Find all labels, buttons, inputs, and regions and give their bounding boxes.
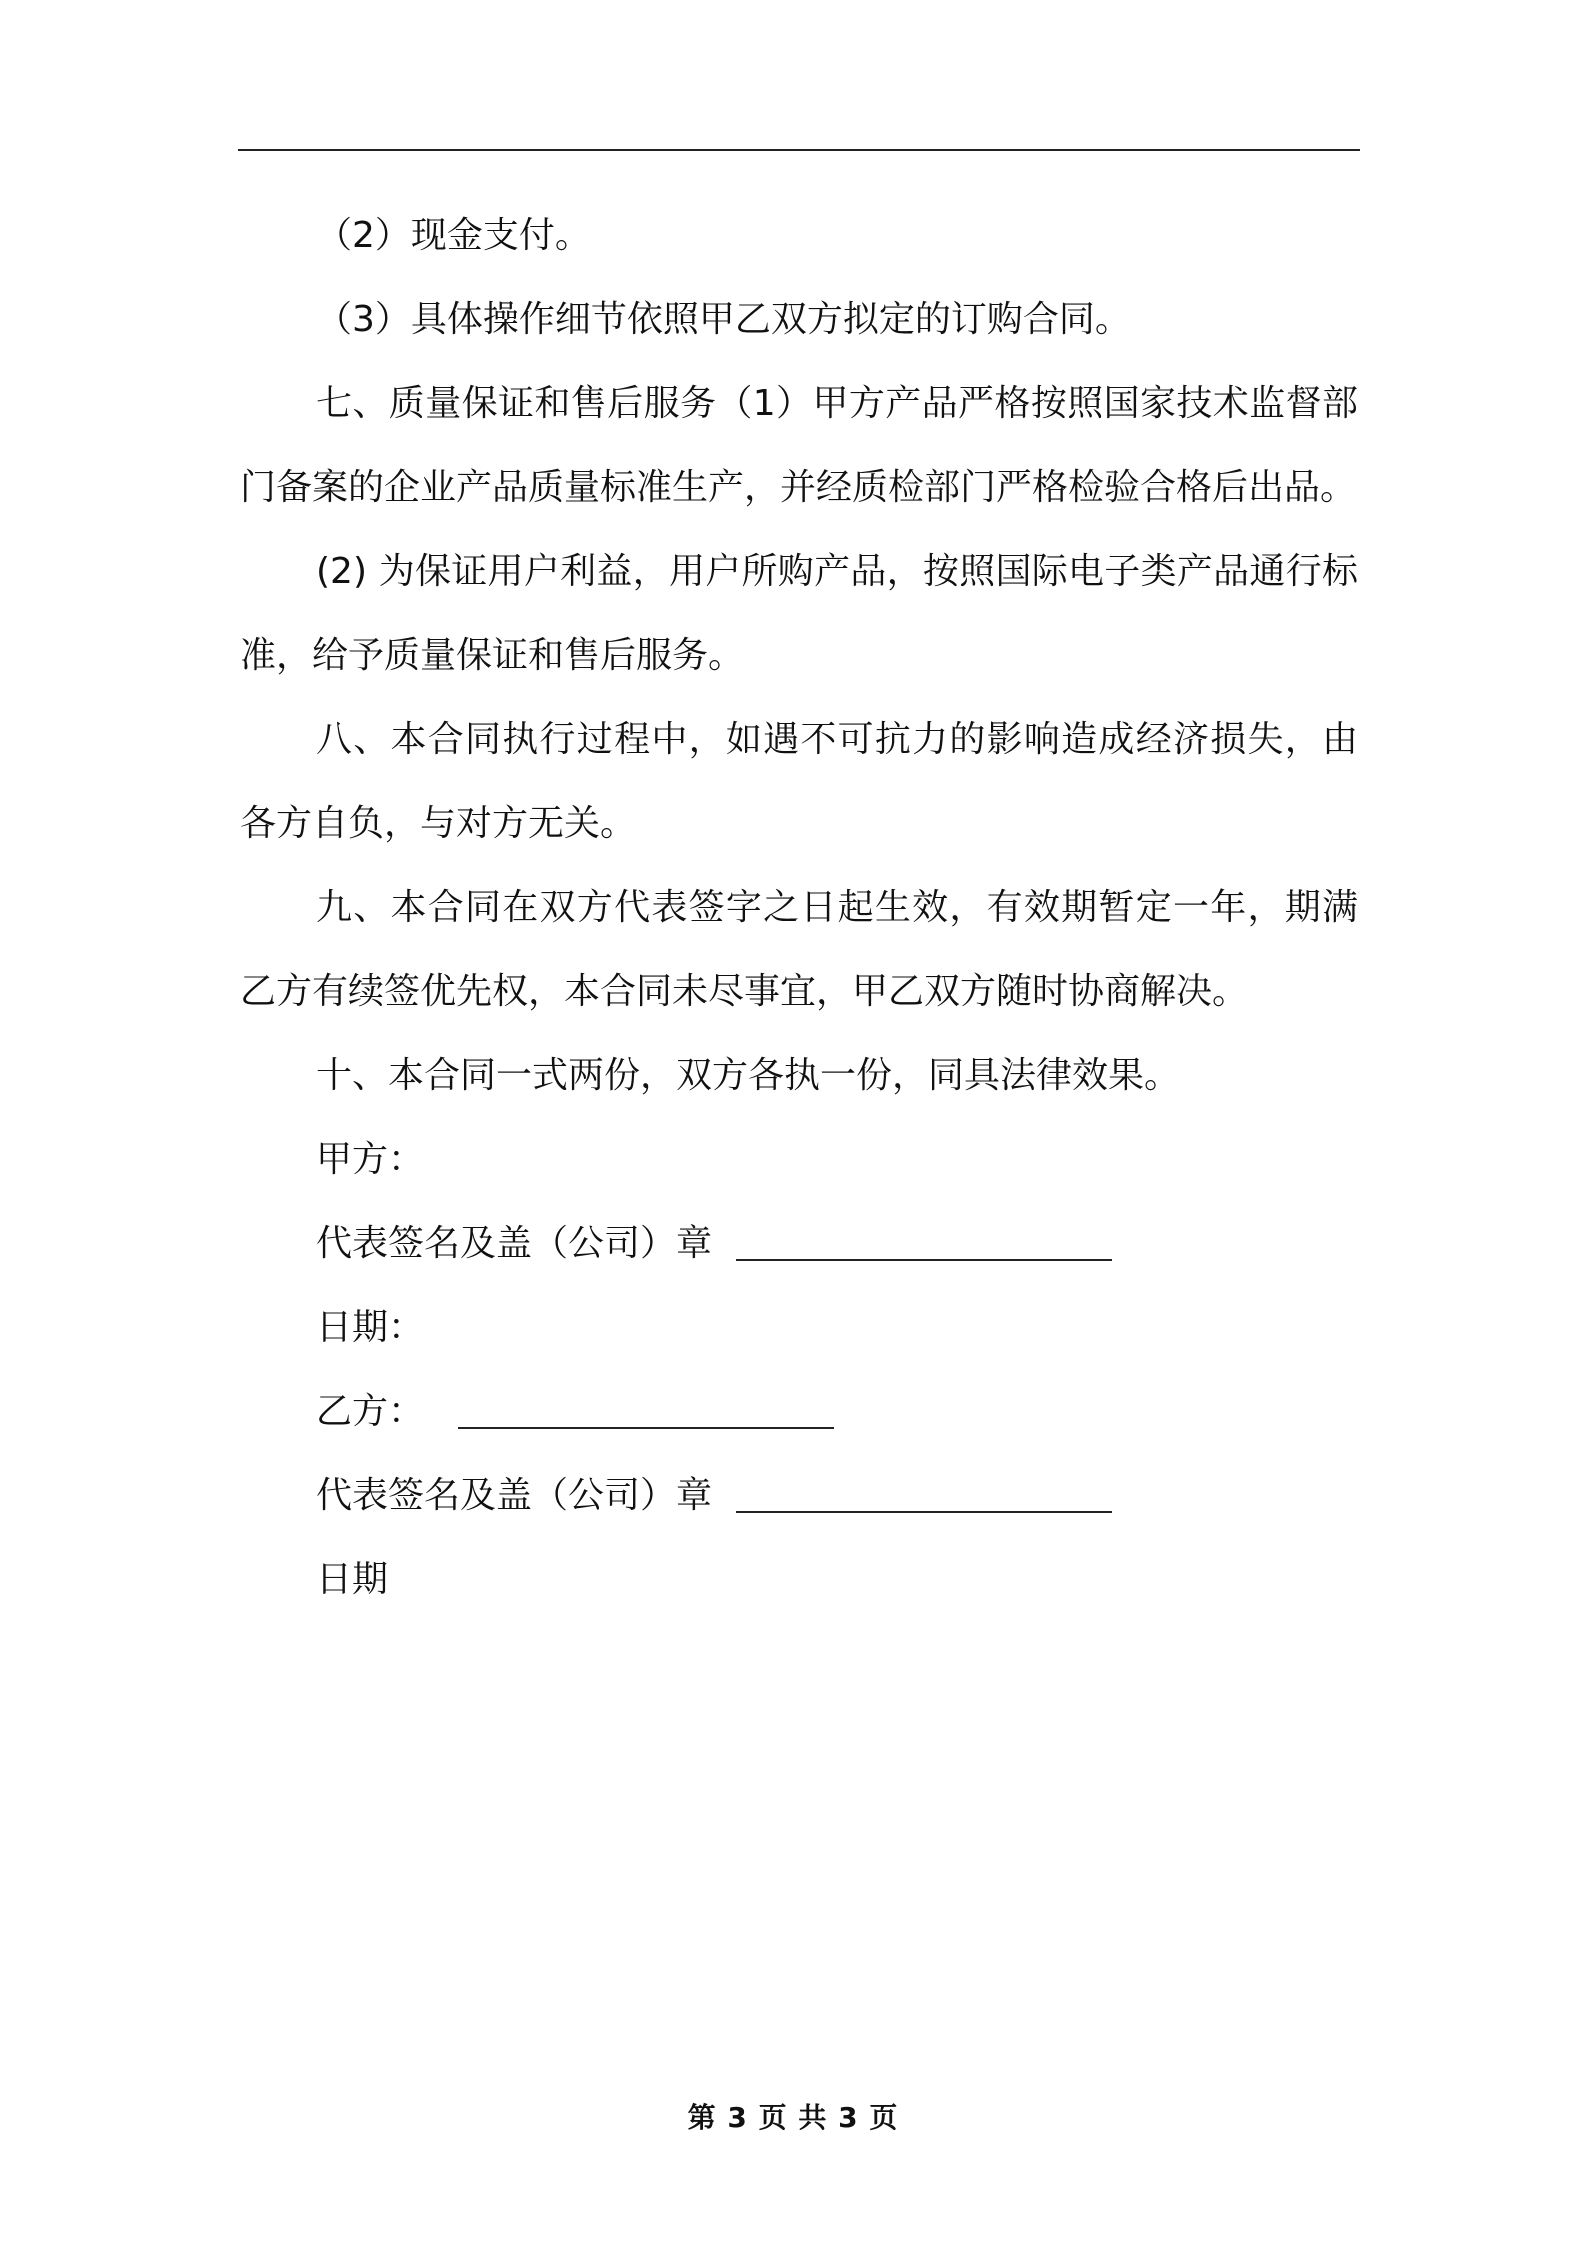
paragraph-after-sales: (2) 为保证用户利益，用户所购产品，按照国际电子类产品通行标准，给予质量保证和售后服务。	[240, 551, 1358, 676]
party-a-label: 甲方：	[316, 1139, 425, 1180]
party-b-sign-label: 代表签名及盖（公司）章	[316, 1475, 713, 1516]
party-b-signature-blank[interactable]	[736, 1475, 1112, 1513]
party-a-signature-blank[interactable]	[736, 1223, 1112, 1261]
paragraph-validity: 九、本合同在双方代表签字之日起生效，有效期暂定一年，期满乙方有续签优先权，本合同未尽事宜，甲乙双方随时协商解决。	[240, 887, 1358, 1012]
party-a-signature-row	[240, 1202, 1358, 1286]
paragraph-payment-details: （3）具体操作细节依照甲乙双方拟定的订购合同。	[316, 299, 1131, 340]
paragraph-payment-cash: （2）现金支付。	[316, 215, 591, 256]
party-b-name-blank[interactable]	[458, 1391, 834, 1429]
party-b-date-label: 日期	[316, 1559, 389, 1600]
paragraph-quality-assurance: 七、质量保证和售后服务（1）甲方产品严格按照国家技术监督部门备案的企业产品质量标准生产，并经质检部门严格检验合格后出品。	[240, 383, 1358, 508]
paragraph-copies: 十、本合同一式两份，双方各执一份，同具法律效果。	[316, 1055, 1181, 1096]
page-footer: 第 3 页 共 3 页	[687, 2101, 899, 2134]
paragraph-force-majeure: 八、本合同执行过程中，如遇不可抗力的影响造成经济损失，由各方自负，与对方无关。	[240, 719, 1358, 844]
party-b-row	[240, 1370, 1358, 1454]
party-b-label: 乙方：	[316, 1391, 425, 1432]
party-a-sign-label: 代表签名及盖（公司）章	[316, 1223, 713, 1264]
party-a-date-label: 日期：	[316, 1307, 425, 1348]
document-body	[240, 194, 1358, 1622]
header-rule	[238, 149, 1360, 151]
party-b-signature-row	[240, 1454, 1358, 1538]
